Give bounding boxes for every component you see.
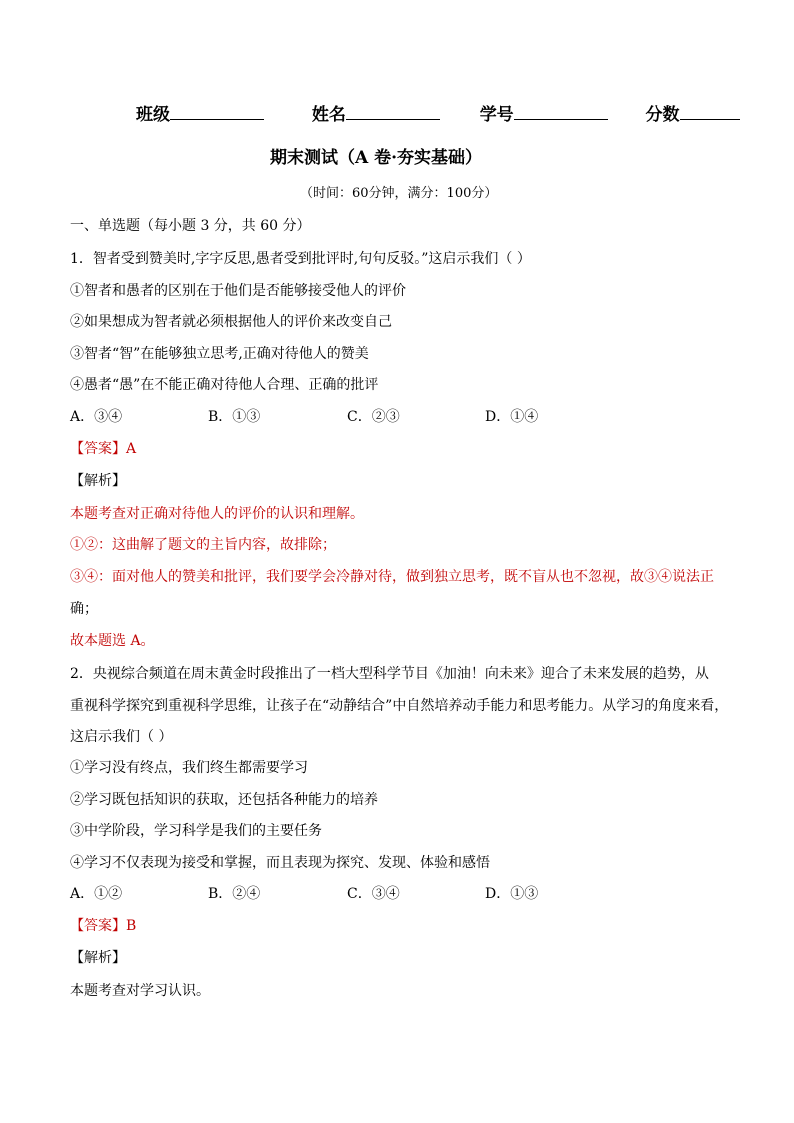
q2-answer: 【答案】B <box>70 918 137 934</box>
q2-item: ③中学阶段，学习科学是我们的主要任务 <box>70 823 322 839</box>
q1-analysis-line: ③④：面对他人的赞美和批评，我们要学会冷静对待，做到独立思考，既不盲从也不忽视，故③④说法正 <box>70 569 714 585</box>
q1-item: ③智者“智”在能够独立思考,正确对待他人的赞美 <box>70 346 369 362</box>
q1-item: ②如果想成为智者就必须根据他人的评价来改变自己 <box>70 314 392 330</box>
q2-stem-line: 2．央视综合频道在周末黄金时段推出了一档大型科学节目《加油！向未来》迎合了未来发展的趋势，从 <box>70 666 709 682</box>
q2-stem-line: 这启示我们（ ） <box>70 729 173 745</box>
q2-analysis-line: 本题考查对学习认识。 <box>70 983 210 999</box>
q1-item: ①智者和愚者的区别在于他们是否能够接受他人的评价 <box>70 283 406 299</box>
page-title: 期末测试（A 卷·夯实基础） <box>270 148 483 168</box>
q1-analysis-label: 【解析】 <box>70 473 126 489</box>
q1-option-c[interactable]: C．②③ <box>347 409 400 425</box>
q1-stem: 1．智者受到赞美时,字字反思,愚者受到批评时,句句反驳。”这启示我们（ ） <box>70 251 531 267</box>
q2-item: ②学习既包括知识的获取，还包括各种能力的培养 <box>70 792 378 808</box>
q1-option-b[interactable]: B．①③ <box>208 409 261 425</box>
q2-analysis-label: 【解析】 <box>70 950 126 966</box>
name-label: 姓名 <box>311 105 346 125</box>
q2-option-b[interactable]: B．②④ <box>208 886 261 902</box>
class-blank[interactable] <box>170 105 264 120</box>
page-subtitle: （时间：60分钟，满分：100分） <box>300 186 498 201</box>
q2-option-a[interactable]: A．①② <box>70 886 123 902</box>
header-row <box>136 105 740 125</box>
q1-analysis-line: 确； <box>70 601 98 617</box>
id-blank[interactable] <box>514 105 608 120</box>
q1-item: ④愚者“愚”在不能正确对待他人合理、正确的批评 <box>70 377 379 393</box>
q1-analysis-line: 本题考查对正确对待他人的评价的认识和理解。 <box>70 506 364 522</box>
q2-option-c[interactable]: C．③④ <box>347 886 400 902</box>
class-label: 班级 <box>136 105 170 125</box>
q2-option-d[interactable]: D．①③ <box>485 886 539 902</box>
q1-analysis-line: 故本题选 A。 <box>70 633 155 649</box>
q1-option-a[interactable]: A．③④ <box>70 409 123 425</box>
q2-item: ④学习不仅表现为接受和掌握，而且表现为探究、发现、体验和感悟 <box>70 855 490 871</box>
q1-option-d[interactable]: D．①④ <box>485 409 539 425</box>
name-blank[interactable] <box>346 105 440 120</box>
q1-answer: 【答案】A <box>70 441 137 457</box>
score-label: 分数 <box>645 105 680 125</box>
q1-analysis-line: ①②：这曲解了题文的主旨内容，故排除； <box>70 537 336 553</box>
q2-stem-line: 重视科学探究到重视科学思维，让孩子在“动静结合”中自然培养动手能力和思考能力。从学习的角度来看， <box>70 698 729 714</box>
section-heading: 一、单选题（每小题 3 分，共 60 分） <box>70 218 311 234</box>
id-label: 学号 <box>479 105 514 125</box>
score-blank[interactable] <box>680 105 740 120</box>
q2-item: ①学习没有终点，我们终生都需要学习 <box>70 760 308 776</box>
